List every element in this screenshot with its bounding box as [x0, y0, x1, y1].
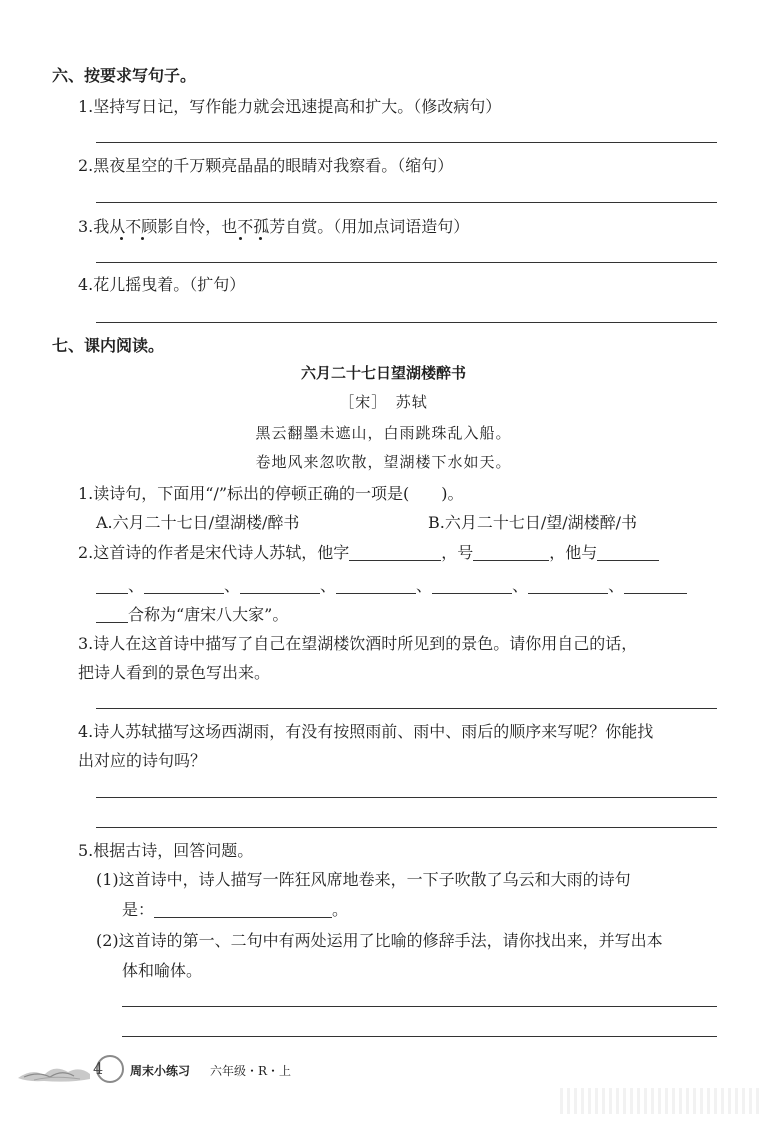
answer-line[interactable]: [96, 202, 717, 203]
answer-line[interactable]: [96, 322, 717, 323]
q2-text-c: ，他与: [549, 543, 598, 562]
separator: 、: [608, 576, 625, 595]
question-7-4-line-2: 出对应的诗句吗？: [78, 751, 207, 770]
option-b[interactable]: B.六月二十七日/望/湖楼醉/书: [428, 513, 638, 532]
separator: 、: [224, 576, 241, 595]
q2-end-text: 合称为“唐宋八大家”。: [128, 605, 289, 624]
cloud-decoration-icon: [14, 1048, 124, 1088]
question-7-2: [78, 540, 659, 563]
blank-name-1-cont[interactable]: [96, 577, 128, 594]
question-7-5-2-line-2: 体和喻体。: [122, 961, 203, 980]
blank-name-7[interactable]: [624, 577, 687, 594]
blank-name-1[interactable]: [597, 544, 659, 561]
answer-line[interactable]: [96, 827, 717, 828]
section-6-heading: 六、按要求写句子。: [52, 66, 197, 85]
section-7-heading: 七、课内阅读。: [52, 336, 165, 355]
question-7-3-line-2: 把诗人看到的景色写出来。: [78, 663, 271, 682]
question-6-2: 2.黑夜星空的千万颗亮晶晶的眼睛对我察看。（缩句）: [78, 156, 454, 175]
option-a[interactable]: A.六月二十七日/望湖楼/醉书: [96, 513, 300, 532]
question-6-1: 1.坚持写日记，写作能力就会迅速提高和扩大。（修改病句）: [78, 97, 502, 116]
separator: 、: [416, 576, 433, 595]
blank-name-3[interactable]: [240, 577, 320, 594]
question-7-5-1-line-1: (1)这首诗中，诗人描写一阵狂风席地卷来，一下子吹散了乌云和大雨的诗句: [96, 870, 631, 889]
barcode-watermark: [560, 1088, 760, 1114]
question-7-3-line-1: 3.诗人在这首诗中描写了自己在望湖楼饮酒时所见到的景色。请你用自己的话，: [78, 634, 638, 653]
question-6-4: 4.花儿摇曳着。（扩句）: [78, 275, 246, 294]
blank-name-6[interactable]: [528, 577, 608, 594]
q2-end-row: [96, 602, 288, 625]
question-7-5: 5.根据古诗，回答问题。: [78, 841, 254, 860]
page-number: 4: [93, 1059, 104, 1078]
answer-line[interactable]: [96, 708, 717, 709]
poem-line-1: 黑云翻墨未遮山，白雨跳珠乱入船。: [255, 424, 512, 442]
grade-label: 六年级・R・上: [210, 1064, 292, 1078]
answer-line[interactable]: [96, 142, 717, 143]
q5-1-suffix: 。: [332, 900, 349, 919]
question-7-5-2-line-1: (2)这首诗的第一、二句中有两处运用了比喻的修辞手法，请你找出来，并写出本: [96, 931, 663, 950]
separator: 、: [320, 576, 337, 595]
blank-name-2[interactable]: [144, 577, 224, 594]
q2-text-a: 2.这首诗的作者是宋代诗人苏轼，他字: [78, 543, 350, 562]
emphasis-dot: [141, 237, 144, 240]
blank-poem-line[interactable]: [154, 901, 332, 918]
poem-line-2: 卷地风来忽吹散，望湖楼下水如天。: [255, 453, 512, 471]
q2-text-b: ，号: [441, 543, 474, 562]
q2-blanks-row: [96, 573, 687, 596]
blank-name-5[interactable]: [432, 577, 512, 594]
q5-1-prefix: 是：: [122, 900, 155, 919]
answer-line[interactable]: [122, 1036, 717, 1037]
emphasis-dot: [239, 237, 242, 240]
blank-name-7-cont[interactable]: [96, 606, 128, 623]
poem-author: ［宋］ 苏轼: [339, 393, 428, 411]
question-7-4-line-1: 4.诗人苏轼描写这场西湖雨，有没有按照雨前、雨中、雨后的顺序来写呢？你能找: [78, 722, 654, 741]
question-7-5-1-line-2: [122, 897, 348, 920]
blank-zi[interactable]: [349, 544, 441, 561]
book-title: 周末小练习: [130, 1064, 191, 1078]
answer-line[interactable]: [96, 797, 717, 798]
emphasis-dot: [120, 237, 123, 240]
answer-line[interactable]: [122, 1006, 717, 1007]
separator: 、: [512, 576, 529, 595]
blank-name-4[interactable]: [336, 577, 416, 594]
answer-line[interactable]: [96, 262, 717, 263]
poem-title: 六月二十七日望湖楼醉书: [300, 364, 466, 382]
question-6-3: 3.我从不顾影自怜，也不孤芳自赏。（用加点词语造句）: [78, 217, 470, 236]
question-7-1: 1.读诗句，下面用“/”标出的停顿正确的一项是( )。: [78, 484, 464, 503]
separator: 、: [128, 576, 145, 595]
emphasis-dot: [259, 237, 262, 240]
blank-hao[interactable]: [473, 544, 549, 561]
